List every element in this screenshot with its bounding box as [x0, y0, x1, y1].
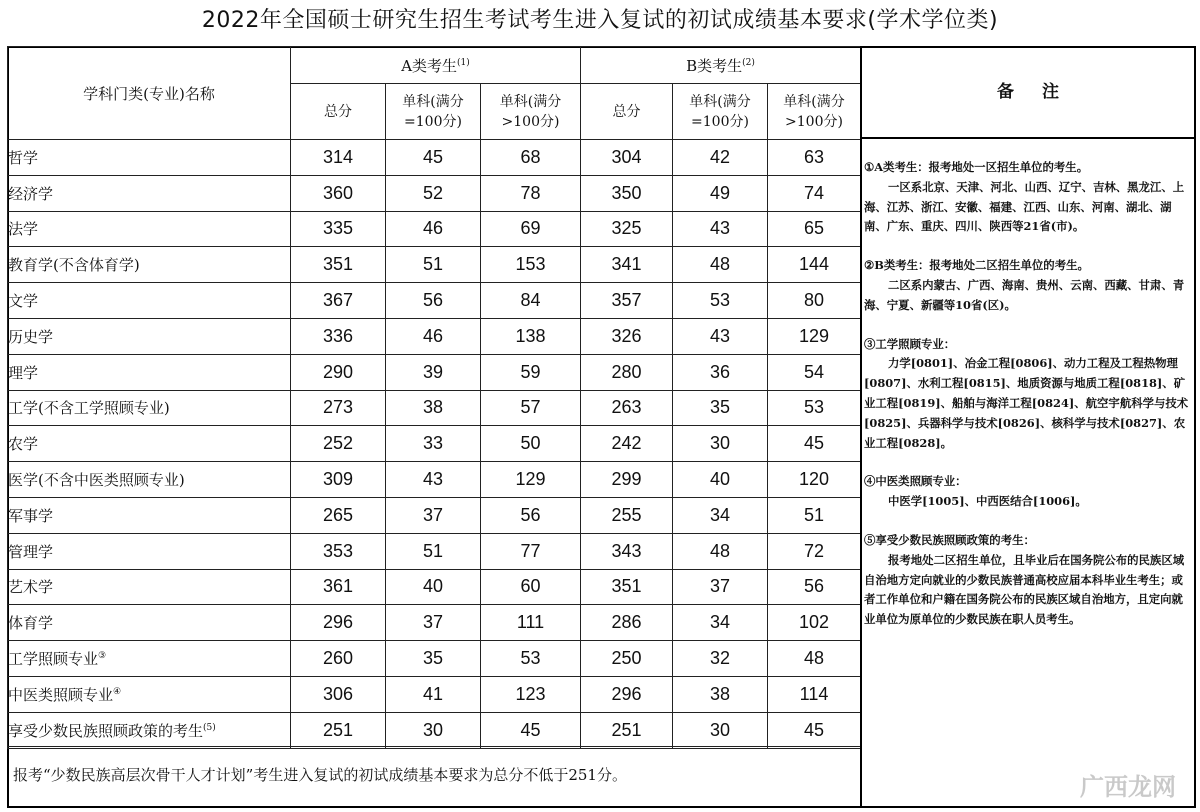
- b-score-cell: 42: [673, 140, 768, 176]
- a-score-cell: 111: [481, 605, 581, 641]
- subject-cell: 管理学: [8, 533, 291, 569]
- a-total-header: 总分: [291, 84, 386, 140]
- note-text: 报考地处二区招生单位，且毕业后在国务院公布的民族区域自治地方定向就业的少数民族普通高校应届本科毕业生考生；或者工作单位和户籍在国务院公布的民族区域自治地方，且定向就业单位为原单位的少数民族在职人员考生。: [864, 552, 1185, 627]
- table-row: [8, 140, 861, 176]
- b-single-le100-header: 单科(满分=100分): [673, 84, 768, 140]
- a-score-cell: 39: [386, 354, 481, 390]
- subject-cell: 教育学(不含体育学): [8, 247, 291, 283]
- a-score-cell: 59: [481, 354, 581, 390]
- note-text: 力学[0801]、冶金工程[0806]、动力工程及工程热物理[0807]、水利工程[0815]、地质资源与地质工程[0818]、矿业工程[0819]、船舶与海洋工程[0824]、航空宇航科学与技术[0825]、兵器科学与技术[0826]、核科学与技术[0827]、农业工程[0828]。: [864, 356, 1189, 450]
- subject-cell: 工学照顾专业③: [8, 641, 291, 677]
- table-row: [8, 569, 861, 605]
- b-score-cell: 37: [673, 569, 768, 605]
- subject-cell: 军事学: [8, 497, 291, 533]
- subject-cell: 文学: [8, 283, 291, 319]
- b-score-cell: 48: [673, 533, 768, 569]
- table-row: [8, 712, 861, 748]
- b-score-cell: 34: [673, 497, 768, 533]
- a-score-cell: 33: [386, 426, 481, 462]
- b-score-cell: 242: [581, 426, 673, 462]
- b-score-cell: 326: [581, 318, 673, 354]
- b-score-cell: 129: [768, 318, 861, 354]
- b-score-cell: 32: [673, 641, 768, 677]
- b-score-cell: 357: [581, 283, 673, 319]
- a-score-cell: 251: [291, 712, 386, 748]
- b-score-cell: 299: [581, 462, 673, 498]
- b-score-cell: 72: [768, 533, 861, 569]
- b-score-cell: 45: [768, 712, 861, 748]
- b-score-cell: 40: [673, 462, 768, 498]
- a-score-cell: 78: [481, 175, 581, 211]
- b-score-cell: 38: [673, 676, 768, 712]
- a-score-cell: 41: [386, 676, 481, 712]
- a-score-cell: 367: [291, 283, 386, 319]
- note-text: 中医学[1005]、中西医结合[1006]。: [887, 494, 1087, 509]
- b-score-cell: 36: [673, 354, 768, 390]
- a-score-cell: 56: [386, 283, 481, 319]
- b-single-gt100-header: 单科(满分>100分): [768, 84, 861, 140]
- a-score-cell: 68: [481, 140, 581, 176]
- a-score-cell: 45: [481, 712, 581, 748]
- subject-cell: 哲学: [8, 140, 291, 176]
- b-score-cell: 74: [768, 175, 861, 211]
- table-row: [8, 462, 861, 498]
- note-heading: ⑤享受少数民族照顾政策的考生：: [864, 532, 1035, 547]
- group-a-header: A类考生$^{(1)}$: [291, 47, 581, 84]
- group-b-header: B类考生$^{(2)}$: [581, 47, 861, 84]
- notes-body: [864, 158, 1190, 630]
- a-score-cell: 296: [291, 605, 386, 641]
- b-score-cell: 65: [768, 211, 861, 247]
- b-score-cell: 45: [768, 426, 861, 462]
- b-score-cell: 53: [768, 390, 861, 426]
- note-heading: ①A类考生：报考地处一区招生单位的考生。: [864, 160, 1089, 174]
- table-row: [8, 247, 861, 283]
- b-score-cell: 341: [581, 247, 673, 283]
- b-score-cell: 43: [673, 318, 768, 354]
- note-text: 一区系北京、天津、河北、山西、辽宁、吉林、黑龙江、上海、江苏、浙江、安徽、福建、江西、山东、河南、湖北、湖南、广东、重庆、四川、陕西等21省(市)。: [864, 179, 1185, 234]
- a-score-cell: 306: [291, 676, 386, 712]
- a-score-cell: 252: [291, 426, 386, 462]
- b-score-cell: 102: [768, 605, 861, 641]
- a-score-cell: 84: [481, 283, 581, 319]
- subject-cell: 法学: [8, 211, 291, 247]
- b-score-cell: 34: [673, 605, 768, 641]
- table-row: [8, 354, 861, 390]
- table-row: [8, 497, 861, 533]
- b-score-cell: 54: [768, 354, 861, 390]
- a-score-cell: 37: [386, 497, 481, 533]
- subject-cell: 体育学: [8, 605, 291, 641]
- a-score-cell: 53: [481, 641, 581, 677]
- subject-cell: 历史学: [8, 318, 291, 354]
- a-score-cell: 77: [481, 533, 581, 569]
- b-score-cell: 351: [581, 569, 673, 605]
- table-row: [8, 426, 861, 462]
- a-score-cell: 45: [386, 140, 481, 176]
- a-score-cell: 46: [386, 318, 481, 354]
- note-text: 二区系内蒙古、广西、海南、贵州、云南、西藏、甘肃、青海、宁夏、新疆等10省(区)。: [864, 277, 1185, 312]
- b-score-cell: 251: [581, 712, 673, 748]
- a-score-cell: 260: [291, 641, 386, 677]
- b-score-cell: 53: [673, 283, 768, 319]
- a-score-cell: 314: [291, 140, 386, 176]
- a-score-cell: 273: [291, 390, 386, 426]
- b-score-cell: 35: [673, 390, 768, 426]
- b-score-cell: 48: [673, 247, 768, 283]
- watermark-logo: 广西龙网: [1080, 773, 1176, 801]
- score-table: [7, 46, 861, 749]
- b-score-cell: 280: [581, 354, 673, 390]
- a-score-cell: 309: [291, 462, 386, 498]
- note-heading: ②B类考生：报考地处二区招生单位的考生。: [864, 258, 1089, 273]
- subject-cell: 艺术学: [8, 569, 291, 605]
- b-score-cell: 49: [673, 175, 768, 211]
- a-score-cell: 35: [386, 641, 481, 677]
- b-score-cell: 250: [581, 641, 673, 677]
- note-heading: ④中医类照顾专业：: [864, 474, 967, 489]
- subject-cell: 工学(不含工学照顾专业): [8, 390, 291, 426]
- b-score-cell: 56: [768, 569, 861, 605]
- a-score-cell: 60: [481, 569, 581, 605]
- b-score-cell: 51: [768, 497, 861, 533]
- a-score-cell: 40: [386, 569, 481, 605]
- a-score-cell: 335: [291, 211, 386, 247]
- b-score-cell: 263: [581, 390, 673, 426]
- a-score-cell: 30: [386, 712, 481, 748]
- b-score-cell: 43: [673, 211, 768, 247]
- subject-column-header: 学科门类(专业)名称: [8, 47, 291, 140]
- b-score-cell: 114: [768, 676, 861, 712]
- footer-text: 报考“少数民族高层次骨干人才计划”考生进入复试的初试成绩基本要求为总分不低于251分。: [13, 766, 627, 784]
- b-score-cell: 80: [768, 283, 861, 319]
- b-score-cell: 325: [581, 211, 673, 247]
- b-score-cell: 48: [768, 641, 861, 677]
- subject-cell: 经济学: [8, 175, 291, 211]
- subject-cell: 医学(不含中医类照顾专业): [8, 462, 291, 498]
- a-score-cell: 69: [481, 211, 581, 247]
- table-row: [8, 390, 861, 426]
- footer-note: [7, 746, 860, 808]
- a-score-cell: 57: [481, 390, 581, 426]
- table-row: [8, 676, 861, 712]
- table-row: [8, 533, 861, 569]
- a-score-cell: 361: [291, 569, 386, 605]
- a-score-cell: 336: [291, 318, 386, 354]
- b-score-cell: 30: [673, 426, 768, 462]
- b-score-cell: 304: [581, 140, 673, 176]
- a-score-cell: 46: [386, 211, 481, 247]
- a-single-gt100-header: 单科(满分>100分): [481, 84, 581, 140]
- page-title: 2022年全国硕士研究生招生考试考生进入复试的初试成绩基本要求(学术学位类): [201, 8, 999, 33]
- table-row: [8, 283, 861, 319]
- a-score-cell: 37: [386, 605, 481, 641]
- table-row: [8, 605, 861, 641]
- b-total-header: 总分: [581, 84, 673, 140]
- a-score-cell: 51: [386, 247, 481, 283]
- a-score-cell: 353: [291, 533, 386, 569]
- a-score-cell: 56: [481, 497, 581, 533]
- a-score-cell: 360: [291, 175, 386, 211]
- a-score-cell: 52: [386, 175, 481, 211]
- b-score-cell: 63: [768, 140, 861, 176]
- a-score-cell: 153: [481, 247, 581, 283]
- a-score-cell: 265: [291, 497, 386, 533]
- table-row: [8, 175, 861, 211]
- a-single-le100-header: 单科(满分=100分): [386, 84, 481, 140]
- table-row: [8, 641, 861, 677]
- b-score-cell: 350: [581, 175, 673, 211]
- subject-cell: 享受少数民族照顾政策的考生$^{(5)}$: [8, 712, 291, 748]
- table-row: [8, 318, 861, 354]
- a-score-cell: 351: [291, 247, 386, 283]
- a-score-cell: 50: [481, 426, 581, 462]
- a-score-cell: 43: [386, 462, 481, 498]
- a-score-cell: 129: [481, 462, 581, 498]
- a-score-cell: 290: [291, 354, 386, 390]
- subject-cell: 中医类照顾专业④: [8, 676, 291, 712]
- table-row: [8, 211, 861, 247]
- b-score-cell: 120: [768, 462, 861, 498]
- b-score-cell: 255: [581, 497, 673, 533]
- b-score-cell: 286: [581, 605, 673, 641]
- note-heading: ③工学照顾专业：: [864, 336, 956, 351]
- b-score-cell: 30: [673, 712, 768, 748]
- b-score-cell: 144: [768, 247, 861, 283]
- b-score-cell: 296: [581, 676, 673, 712]
- a-score-cell: 123: [481, 676, 581, 712]
- b-score-cell: 343: [581, 533, 673, 569]
- notes-title: 备注: [860, 46, 1196, 139]
- subject-cell: 理学: [8, 354, 291, 390]
- a-score-cell: 138: [481, 318, 581, 354]
- subject-cell: 农学: [8, 426, 291, 462]
- a-score-cell: 38: [386, 390, 481, 426]
- a-score-cell: 51: [386, 533, 481, 569]
